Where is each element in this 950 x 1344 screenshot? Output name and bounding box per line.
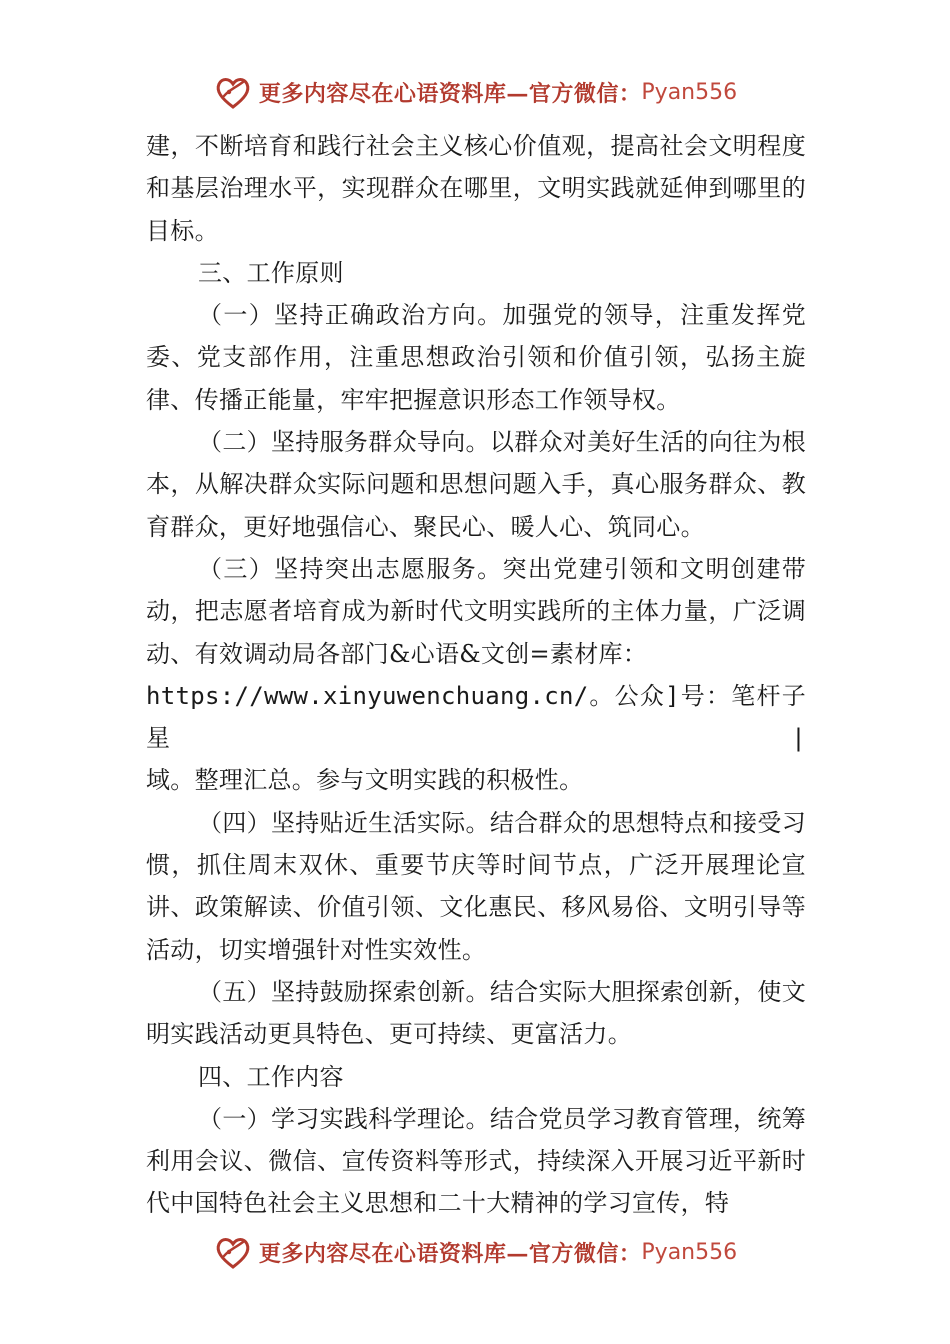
footer-banner bbox=[0, 1230, 950, 1274]
section-heading-4: 四、工作内容 bbox=[198, 1062, 344, 1091]
paragraph: （一）坚持正确政治方向。加强党的领导，注重发挥党委、党支部作用，注重思想政治引领和价值引领，弘扬主旋律、传播正能量，牢牢把握意识形态工作领导权。 bbox=[146, 301, 806, 414]
paragraph: 建，不断培育和践行社会主义核心价值观，提高社会文明程度和基层治理水平，实现群众在哪里，文明实践就延伸到哪里的目标。 bbox=[146, 132, 806, 245]
paragraph: （二）坚持服务群众导向。以群众对美好生活的向往为根本，从解决群众实际问题和思想问题入手，真心服务群众、教育群众，更好地强信心、聚民心、暖人心、筑同心。 bbox=[146, 428, 806, 541]
document-body bbox=[146, 125, 806, 1225]
heart-brush-logo-icon bbox=[213, 72, 253, 112]
paragraph: （一）学习实践科学理论。结合党员学习教育管理，统筹利用会议、微信、宣传资料等形式，持续深入开展习近平新时代中国特色社会主义思想和二十大精神的学习宣传，特 bbox=[146, 1104, 806, 1218]
paragraph: （五）坚持鼓励探索创新。结合实际大胆探索创新，使文明实践活动更具特色、更可持续、更富活力。 bbox=[146, 977, 806, 1049]
paragraph: 域。整理汇总。参与文明实践的积极性。 bbox=[146, 766, 584, 795]
banner-text: 更多内容尽在心语资料库—官方微信： bbox=[258, 1240, 642, 1267]
banner-wechat-id: Pyan556 bbox=[641, 1239, 738, 1265]
section-heading-3: 三、工作原则 bbox=[198, 258, 344, 287]
paragraph: （四）坚持贴近生活实际。结合群众的思想特点和接受习惯，抓住周末双休、重要节庆等时间节点，广泛开展理论宣讲、政策解读、价值引领、文化惠民、移风易俗、文明引导等活动，切实增强针对性实效性。 bbox=[146, 808, 806, 964]
paragraph: （三）坚持突出志愿服务。突出党建引领和文明创建带动，把志愿者培育成为新时代文明实践所的主体力量，广泛调动、有效调动局各部门&心语&文创=素材库： bbox=[146, 554, 806, 668]
banner-text: 更多内容尽在心语资料库—官方微信： bbox=[258, 80, 642, 107]
heart-brush-logo-icon bbox=[213, 1232, 253, 1272]
header-banner bbox=[0, 70, 950, 114]
url-line: https://www.xinyuwenchuang.cn/。公众]号：笔杆子星| bbox=[146, 681, 806, 753]
banner-wechat-id: Pyan556 bbox=[641, 79, 738, 105]
